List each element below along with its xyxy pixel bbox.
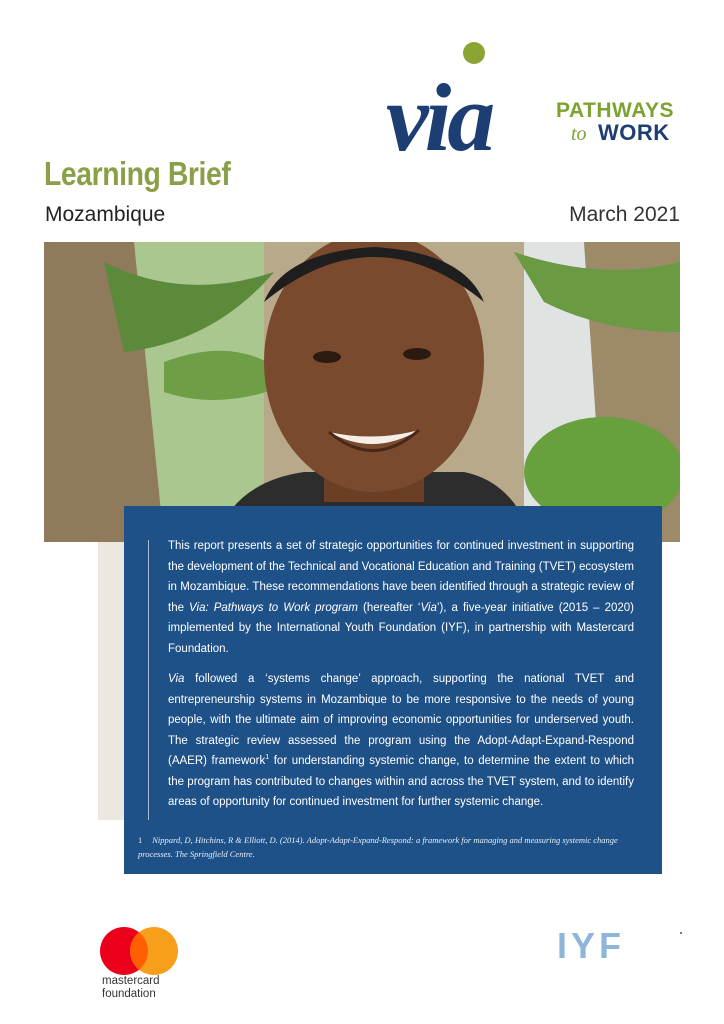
vertical-rule <box>148 540 149 820</box>
mastercard-circles-icon <box>98 927 188 975</box>
document-country: Mozambique <box>45 203 166 226</box>
via-pathways-logo <box>386 40 686 171</box>
footnote-number: 1 <box>138 835 143 845</box>
summary-box <box>124 506 662 874</box>
footnote-text: Nippard, D, Hitchins, R & Elliott, D. (2014). Adopt-Adapt-Expand-Respond: a framework for managing and measuring systemic change processes. The Springfield Centre. <box>138 835 618 859</box>
logo-to-text: to <box>571 123 587 145</box>
summary-text <box>168 536 634 813</box>
iyf-logo: IYF <box>557 925 626 966</box>
footnote <box>138 833 638 861</box>
document-date: March 2021 <box>569 203 680 226</box>
mastercard-foundation-logo <box>98 927 188 1007</box>
cover-photo <box>44 242 680 542</box>
logo-pathways-text: PATHWAYS <box>556 99 674 122</box>
logo-work-text: WORK <box>598 120 670 145</box>
page-mark <box>680 932 682 934</box>
logo-dot <box>463 42 485 64</box>
mastercard-foundation-wordmark: mastercard foundation <box>102 975 160 1000</box>
footnote-ref: 1 <box>265 754 270 762</box>
summary-paragraph-1: This report presents a set of strategic opportunities for continued investment in supporting the development of the Technical and Vocational Education and Training (TVET) ecosystem in Mozambique. These recommendations have been identified through a strategic review of the Via: Pathways to Work program (hereafter ‘Via’), a five-year initiative (2015 – 2020) implemented by the International Youth Foundation (IYF), in partnership with Mastercard Foundation. <box>168 540 635 655</box>
side-shadow-bar <box>98 542 124 820</box>
document-title: Learning Brief <box>44 155 231 192</box>
summary-paragraph-2: Via followed a ‘systems change’ approach, supporting the national TVET and entrepreneurship systems in Mozambique to be more responsive to the needs of young people, with the ultimate aim of improving economic opportunities for underserved youth. The strategic review assessed the program using the Adopt-Adapt-Expand-Respond (AAER) framework$^1$ for understanding systemic change, to determine the extent to which the program has contributed to changes within and across the TVET system, and to identify areas of opportunity for continued investment for further systemic change. <box>168 673 634 808</box>
logo-via-wordmark: via <box>386 64 492 171</box>
